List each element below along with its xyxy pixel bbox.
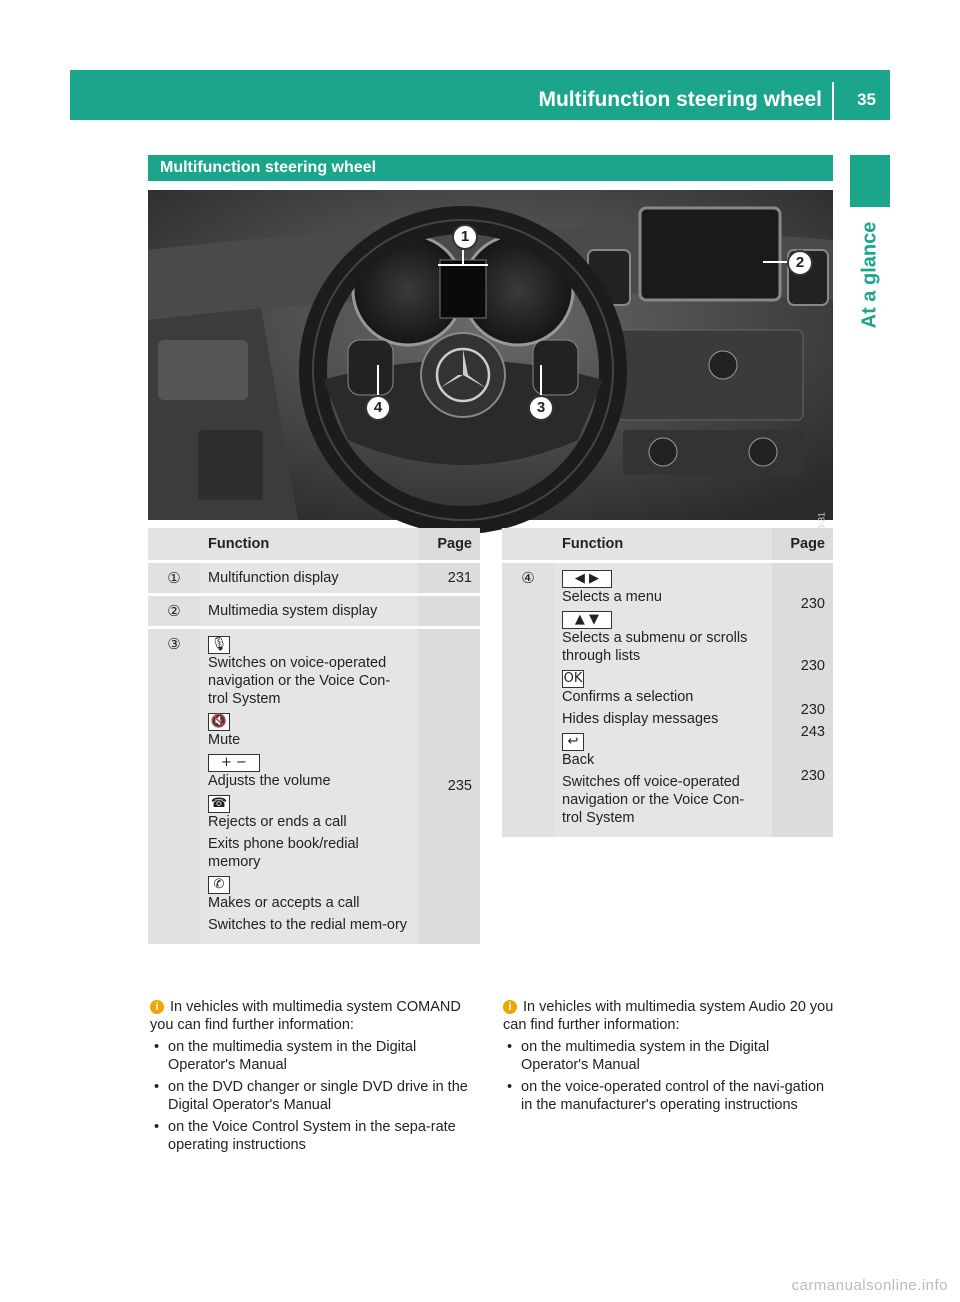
list-item: • on the Voice Control System in the sepa-rate operating instructions	[154, 1118, 482, 1154]
row-number: ④	[502, 561, 554, 838]
list-item: • on the voice-operated control of the navi-gation in the manufacturer's operating instructions	[507, 1078, 835, 1114]
list-item: • on the multimedia system in the Digital Operator's Manual	[507, 1038, 835, 1074]
callout-3: 3	[528, 395, 554, 421]
accept-call-icon: ✆	[208, 876, 230, 894]
back-icon: ↩	[562, 733, 584, 751]
side-label	[848, 200, 892, 350]
row-function: ◀ ▶ Selects a menu ▲ ▼ Selects a submenu or scrolls through lists OK Confirms a selection Hides display messages ↩ Back Switches off voice-operated navigation or the Voice Con-trol System	[554, 561, 772, 838]
list-item: • on the DVD changer or single DVD drive in the Digital Operator's Manual	[154, 1078, 482, 1114]
header-title: Multifunction steering wheel	[538, 88, 822, 111]
section-title: Multifunction steering wheel	[160, 159, 377, 176]
row-page	[418, 594, 480, 627]
function-table-right	[502, 528, 833, 840]
header-function: Function	[200, 528, 418, 561]
table-row	[148, 561, 480, 594]
mute-icon: 🔇	[208, 713, 230, 731]
header-bar	[70, 70, 890, 120]
info-icon: i	[150, 1000, 164, 1014]
row-number: ③	[148, 627, 200, 945]
up-down-arrows-icon: ▲ ▼	[562, 611, 612, 629]
left-right-arrows-icon: ◀ ▶	[562, 570, 612, 588]
header-page: Page	[418, 528, 480, 561]
row-page: 230 230 230 243 230	[772, 561, 833, 838]
table-row	[148, 594, 480, 627]
callout-2: 2	[787, 250, 813, 276]
page-number: 35	[857, 90, 876, 109]
section-bar	[148, 155, 833, 181]
list-item: • on the multimedia system in the Digital Operator's Manual	[154, 1038, 482, 1074]
row-page: 231	[418, 561, 480, 594]
side-label-text: At a glance	[858, 221, 881, 329]
function-table-left	[148, 528, 480, 947]
cockpit-image	[148, 190, 833, 520]
ok-icon: OK	[563, 670, 583, 686]
info-icon: i	[503, 1000, 517, 1014]
row-number: ②	[148, 594, 200, 627]
row-page: 235	[418, 627, 480, 945]
header-separator	[832, 82, 834, 120]
info-note-right: i In vehicles with multimedia system Audio 20 you can find further information: • on the multimedia system in the Digital Operator's Manual • on the voice-operated control of the navi-gation in the manufacturer's operating instructions	[503, 998, 835, 1118]
cockpit-illustration	[148, 190, 833, 520]
row-function: 🎙 Switches on voice-operated navigation or the Voice Con-trol System 🔇 Mute + − Adjusts the volume ☎ Rejects or ends a call Exits phone book/redial memory ✆ Makes or accepts a call Switches to the redial mem-ory	[200, 627, 418, 945]
row-function: Multimedia system display	[200, 594, 418, 627]
watermark: carmanualsonline.info	[791, 1277, 948, 1294]
volume-icon: + −	[208, 754, 260, 772]
callout-1: 1	[452, 224, 478, 250]
table-row	[148, 627, 480, 945]
row-number: ①	[148, 561, 200, 594]
row-function: Multifunction display	[200, 561, 418, 594]
callout-4: 4	[365, 395, 391, 421]
info-note-left: i In vehicles with multimedia system COMAND you can find further information: • on the multimedia system in the Digital Operator's Manual • on the DVD changer or single DVD drive in the Digital Operator's Manual • on the Voice Control System in the sepa-rate operating instructions	[150, 998, 482, 1158]
table-row	[502, 561, 833, 838]
header-page: Page	[772, 528, 833, 561]
header-function: Function	[554, 528, 772, 561]
voice-icon: 🎙	[208, 636, 230, 654]
end-call-icon: ☎	[208, 795, 230, 813]
